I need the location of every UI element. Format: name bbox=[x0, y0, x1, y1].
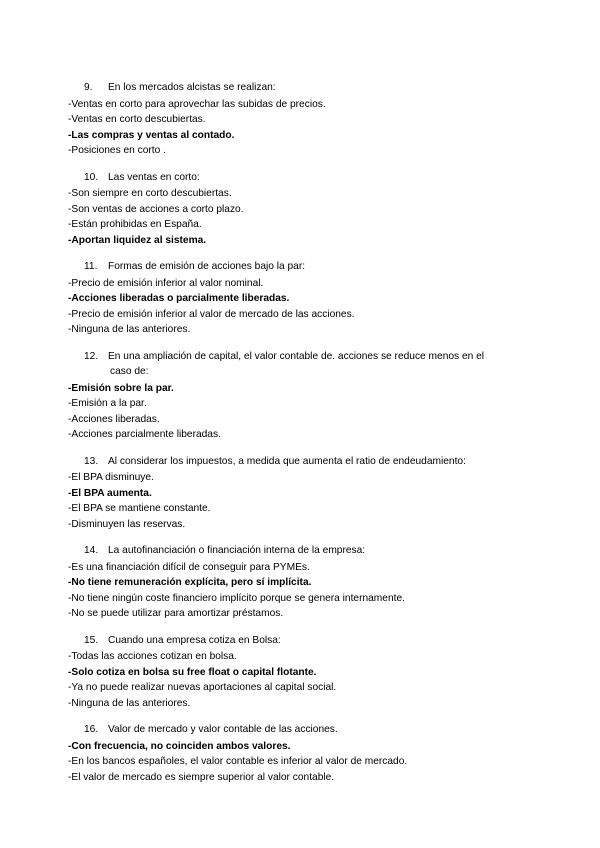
answer-option-highlighted: -Acciones liberadas o parcialmente liberadas. bbox=[68, 293, 290, 304]
question-block bbox=[68, 349, 538, 443]
answer-option: -Ninguna de las anteriores. bbox=[68, 697, 191, 709]
answer-option: -Ventas en corto para aprovechar las subidas de precios. bbox=[68, 98, 326, 110]
answer-option-highlighted: -Aportan liquidez al sistema. bbox=[68, 234, 207, 246]
question-stem bbox=[68, 722, 538, 738]
answer-option: -Todas las acciones cotizan en bolsa. bbox=[68, 651, 237, 662]
answer-option: -Acciones liberadas. bbox=[68, 413, 160, 425]
question-stem-text: La autofinanciación o financiación interna de la empresa: bbox=[108, 545, 366, 556]
answer-option: -Precio de emisión inferior al valor de mercado de las acciones. bbox=[68, 308, 355, 320]
answer-option: -El BPA se mantiene constante. bbox=[68, 503, 211, 514]
answer-option: -Ventas en corto descubiertas. bbox=[68, 114, 206, 125]
answer-option: -No se puede utilizar para amortizar préstamos. bbox=[68, 608, 284, 619]
question-block bbox=[68, 722, 538, 785]
question-stem-text: Cuando una empresa cotiza en Bolsa: bbox=[108, 634, 281, 646]
answer-option: -Posiciones en corto . bbox=[68, 145, 166, 156]
answer-option: -Emisión a la par. bbox=[68, 398, 147, 409]
question-stem bbox=[68, 633, 538, 649]
question-block bbox=[68, 259, 538, 338]
answer-option-highlighted: -Emisión sobre la par. bbox=[68, 382, 174, 394]
question-block bbox=[68, 633, 538, 712]
question-stem-text: En los mercados alcistas se realizan: bbox=[108, 82, 276, 93]
question-stem bbox=[68, 454, 538, 470]
question-number: 11. bbox=[84, 261, 98, 272]
question-number: 13. bbox=[84, 455, 99, 467]
question-number: 16. bbox=[84, 724, 99, 735]
answer-option: -No tiene ningún coste financiero implícito porque se genera internamente. bbox=[68, 592, 405, 604]
answer-option: -Son ventas de acciones a corto plazo. bbox=[68, 203, 244, 215]
question-number: 12. bbox=[84, 350, 99, 362]
question-stem-text: Formas de emisión de acciones bajo la par: bbox=[108, 261, 306, 272]
question-stem bbox=[68, 349, 538, 380]
question-stem-text: Las ventas en corto: bbox=[108, 171, 200, 183]
answer-option: -Precio de emisión inferior al valor nominal. bbox=[68, 277, 264, 289]
question-stem bbox=[68, 543, 538, 559]
answer-option-highlighted: -Las compras y ventas al contado. bbox=[68, 129, 235, 141]
answer-option-highlighted: -Solo cotiza en bolsa su free float o capital flotante. bbox=[68, 666, 317, 678]
question-number: 15. bbox=[84, 634, 99, 646]
question-block bbox=[68, 170, 538, 249]
question-stem bbox=[68, 80, 538, 96]
question-stem-continuation: caso de: bbox=[110, 366, 149, 377]
question-stem-text: Al considerar los impuestos, a medida que aumenta el ratio de endeudamiento: bbox=[108, 455, 466, 467]
answer-option: -Están prohibidas en España. bbox=[68, 219, 202, 230]
question-list bbox=[68, 80, 538, 785]
question-number: 9. bbox=[84, 82, 93, 93]
question-number: 10. bbox=[84, 171, 99, 183]
question-number: 14. bbox=[84, 545, 99, 556]
answer-option: -Ninguna de las anteriores. bbox=[68, 324, 191, 335]
question-stem-text: Valor de mercado y valor contable de las acciones. bbox=[108, 724, 338, 735]
answer-option-highlighted: -El BPA aumenta. bbox=[68, 487, 152, 499]
answer-option: -El BPA disminuye. bbox=[68, 472, 154, 483]
answer-option: -Acciones parcialmente liberadas. bbox=[68, 429, 221, 440]
answer-option: -Es una financiación difícil de conseguir para PYMEs. bbox=[68, 561, 310, 573]
answer-option: -Ya no puede realizar nuevas aportaciones al capital social. bbox=[68, 682, 337, 693]
answer-option: -Son siempre en corto descubiertas. bbox=[68, 188, 232, 199]
answer-option: -Disminuyen las reservas. bbox=[68, 518, 186, 530]
question-stem bbox=[68, 170, 538, 186]
answer-option-highlighted: -No tiene remuneración explícita, pero sí implícita. bbox=[68, 577, 312, 588]
question-block bbox=[68, 454, 538, 533]
question-stem-text: En una ampliación de capital, el valor contable de. acciones se reduce menos en el bbox=[108, 350, 485, 362]
question-block bbox=[68, 543, 538, 622]
answer-option: -El valor de mercado es siempre superior al valor contable. bbox=[68, 771, 335, 783]
question-block bbox=[68, 80, 538, 159]
question-stem bbox=[68, 259, 538, 275]
answer-option-highlighted: -Con frecuencia, no coinciden ambos valores. bbox=[68, 740, 291, 752]
answer-option: -En los bancos españoles, el valor contable es inferior al valor de mercado. bbox=[68, 756, 408, 767]
